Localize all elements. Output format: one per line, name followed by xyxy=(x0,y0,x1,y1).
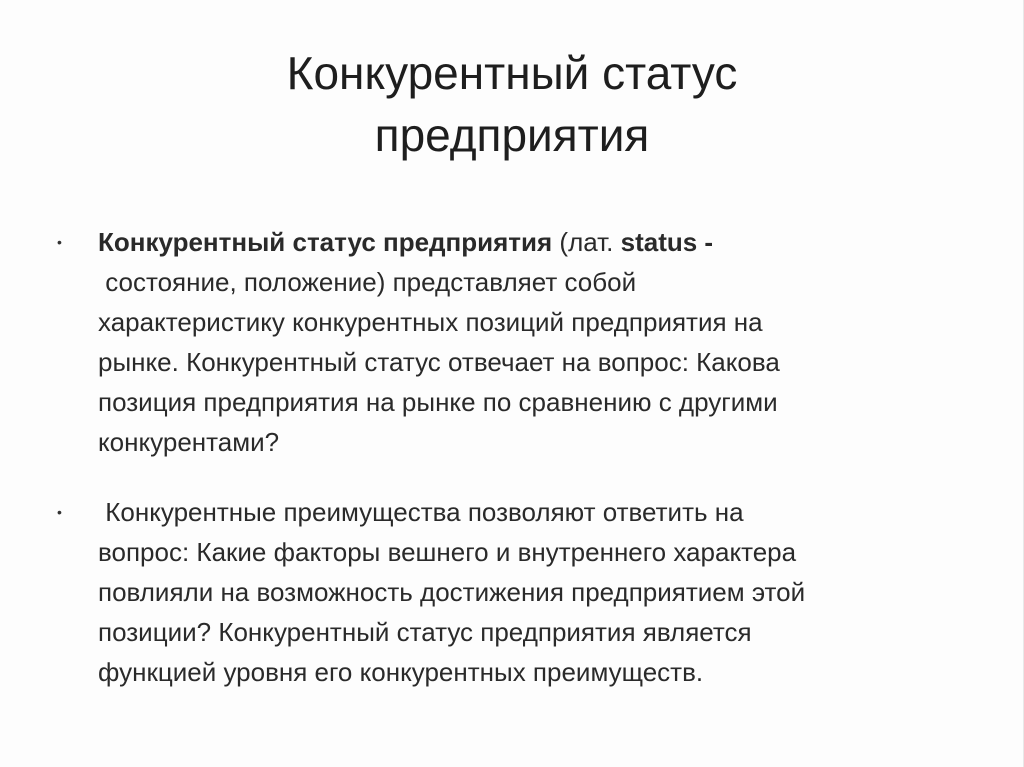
bullet-2-line-5: функцией уровня его конкурентных преимуществ. xyxy=(98,657,704,687)
bullet-item-1 xyxy=(52,222,972,462)
bullet-1-line-2: состояние, положение) представляет собой xyxy=(98,267,637,297)
latin-prefix-text: (лат. xyxy=(552,227,621,257)
bullet-1-line-6: конкурентами? xyxy=(98,427,280,457)
bullet-1-line-4: рынке. Конкурентный статус отвечает на вопрос: Какова xyxy=(98,347,780,377)
bullet-icon: • xyxy=(57,504,62,520)
bullet-item-2 xyxy=(52,492,972,692)
slide-content xyxy=(52,222,972,692)
bullet-icon: • xyxy=(57,234,62,250)
bullet-2-line-4: позиции? Конкурентный статус предприятия является xyxy=(98,617,752,647)
title-line-1: Конкурентный статус xyxy=(286,47,738,99)
term-text: Конкурентный статус предприятия xyxy=(98,227,553,257)
bullet-2-line-2: вопрос: Какие факторы вешнего и внутреннего характера xyxy=(98,537,797,567)
bullet-1-line-3: характеристику конкурентных позиций предприятия на xyxy=(98,307,763,337)
title-line-2: предприятия xyxy=(374,109,650,161)
bullet-1-line-1 xyxy=(98,222,972,262)
slide-title xyxy=(0,42,1024,166)
bullet-2-line-3: повлияли на возможность достижения предприятием этой xyxy=(98,577,806,607)
bullet-1-line-5: позиция предприятия на рынке по сравнению с другими xyxy=(98,387,778,417)
latin-word-text: status - xyxy=(620,227,714,257)
bullet-2-line-1: Конкурентные преимущества позволяют ответить на xyxy=(98,497,744,527)
